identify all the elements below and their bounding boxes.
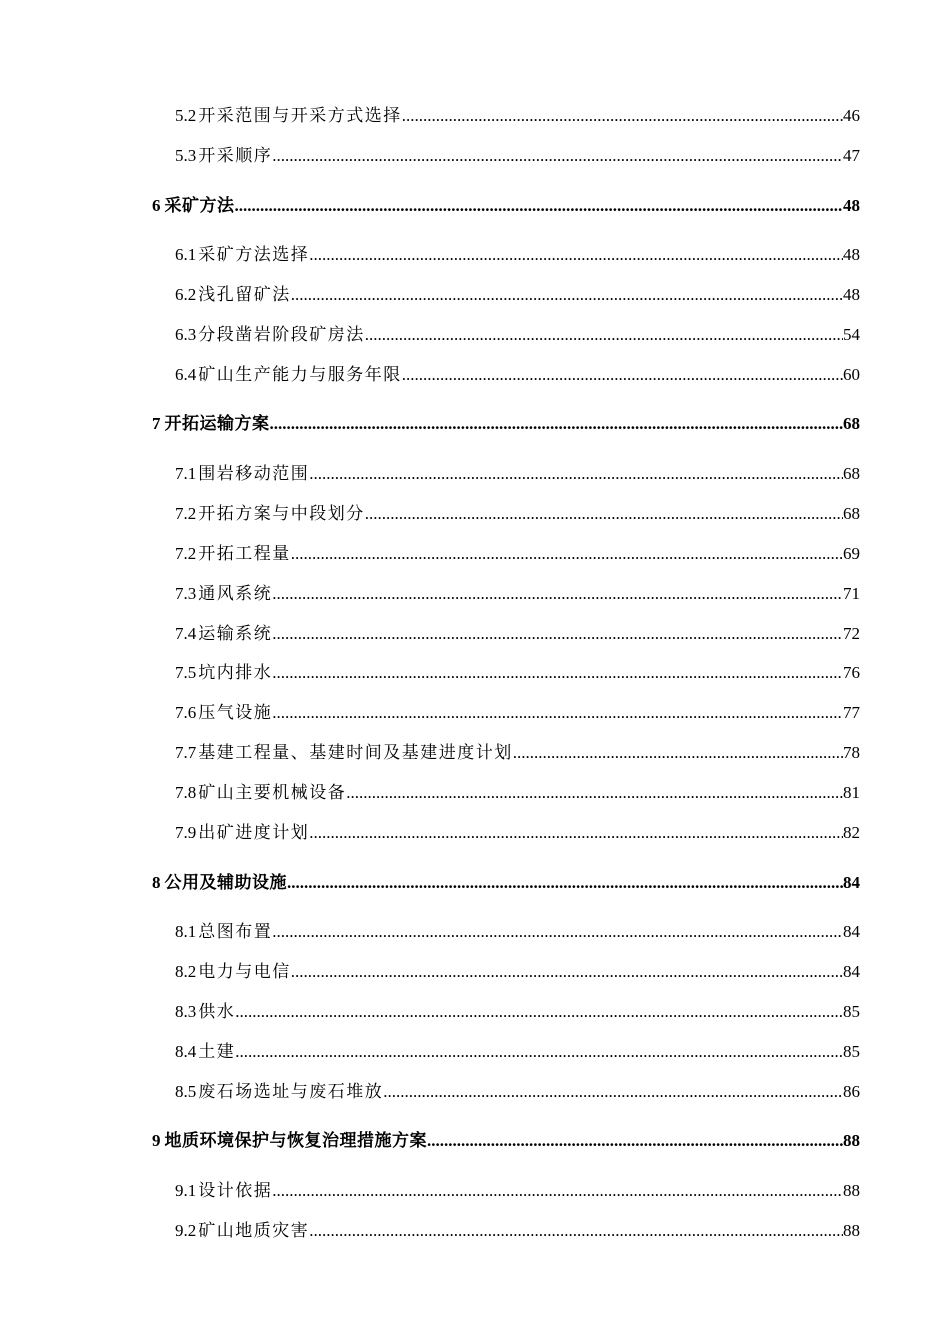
entry-number: 8.1 [175,922,197,941]
toc-entry-7-6[interactable] [175,702,860,724]
entry-number: 7.3 [175,584,197,603]
entry-page-number: 48 [843,245,860,264]
entry-number: 9.2 [175,1221,197,1240]
entry-number: 5.3 [175,146,197,165]
entry-title: 开采顺序 [198,146,273,166]
entry-page-number: 68 [843,464,860,483]
entry-number: 7.4 [175,624,197,643]
entry-title: 采矿方法选择 [198,245,310,265]
toc-entry-7-2[interactable] [175,503,860,525]
toc-entry-7-9[interactable] [175,822,860,844]
entry-number: 8.2 [175,962,197,981]
entry-title: 通风系统 [198,584,273,604]
toc-entry-9-2[interactable] [175,1220,860,1242]
entry-title: 矿山地质灾害 [198,1221,310,1241]
toc-entry-8-4[interactable] [175,1041,860,1063]
entry-page-number: 72 [843,624,860,643]
entry-number: 7.2 [175,504,197,523]
entry-title: 开拓工程量 [198,544,291,564]
dot-leader [272,1180,843,1202]
entry-number: 8.3 [175,1002,197,1021]
entry-title: 压气设施 [198,703,273,723]
toc-entry-5-2[interactable] [175,105,860,127]
dot-leader [513,742,843,764]
dot-leader [270,413,844,435]
toc-entry-8-3[interactable] [175,1001,860,1023]
toc-chapter-6[interactable] [152,195,860,217]
entry-page-number: 48 [843,285,860,304]
toc-chapter-7[interactable] [152,413,860,435]
dot-leader [291,961,843,983]
dot-leader [291,284,843,306]
toc-entry-5-3[interactable] [175,145,860,167]
dot-leader [291,543,843,565]
dot-leader [235,195,844,217]
entry-page-number: 47 [843,146,860,165]
entry-page-number: 46 [843,106,860,125]
toc-entry-7-4[interactable] [175,623,860,645]
entry-number: 7.6 [175,703,197,722]
entry-number: 6.2 [175,285,197,304]
entry-number: 8 [152,873,161,892]
toc-entry-8-1[interactable] [175,921,860,943]
toc-entry-6-4[interactable] [175,364,860,386]
dot-leader [309,1220,843,1242]
dot-leader [402,364,843,386]
entry-number: 7.8 [175,783,197,802]
dot-leader [309,463,843,485]
entry-page-number: 84 [843,922,860,941]
entry-number: 6.4 [175,365,197,384]
entry-title: 设计依据 [198,1181,273,1201]
toc-entry-7-7[interactable] [175,742,860,764]
entry-title: 供水 [198,1002,236,1022]
entry-page-number: 77 [843,703,860,722]
entry-page-number: 54 [843,325,860,344]
toc-entry-7-2b[interactable] [175,543,860,565]
entry-title: 分段凿岩阶段矿房法 [198,325,365,345]
entry-page-number: 85 [843,1002,860,1021]
dot-leader [272,145,843,167]
entry-title: 坑内排水 [198,663,273,683]
toc-entry-6-3[interactable] [175,324,860,346]
entry-number: 9 [152,1131,161,1150]
entry-page-number: 78 [843,743,860,762]
entry-title: 废石场选址与废石堆放 [198,1082,384,1102]
entry-title: 浅孔留矿法 [198,285,291,305]
toc-entry-7-1[interactable] [175,463,860,485]
toc-entry-6-2[interactable] [175,284,860,306]
dot-leader [346,782,843,804]
entry-title: 运输系统 [198,624,273,644]
entry-number: 6 [152,196,161,215]
toc-chapter-8[interactable] [152,872,860,894]
entry-page-number: 88 [843,1181,860,1200]
toc-entry-7-3[interactable] [175,583,860,605]
entry-page-number: 82 [843,823,860,842]
entry-page-number: 86 [843,1082,860,1101]
entry-page-number: 76 [843,663,860,682]
dot-leader [309,822,843,844]
entry-number: 5.2 [175,106,197,125]
dot-leader [309,244,843,266]
entry-number: 6.1 [175,245,197,264]
entry-title: 总图布置 [198,922,273,942]
entry-number: 7.2 [175,544,197,563]
entry-page-number: 60 [843,365,860,384]
dot-leader [272,662,843,684]
entry-number: 7 [152,414,161,433]
entry-title: 土建 [198,1042,236,1062]
entry-number: 7.1 [175,464,197,483]
entry-title: 采矿方法 [164,196,235,216]
entry-number: 7.5 [175,663,197,682]
dot-leader [427,1130,843,1152]
dot-leader [365,324,843,346]
toc-entry-9-1[interactable] [175,1180,860,1202]
dot-leader [272,623,843,645]
entry-page-number: 84 [843,873,860,892]
toc-entry-7-8[interactable] [175,782,860,804]
entry-page-number: 88 [843,1221,860,1240]
entry-page-number: 85 [843,1042,860,1061]
entry-title: 地质环境保护与恢复治理措施方案 [164,1131,427,1151]
entry-page-number: 71 [843,584,860,603]
entry-number: 9.1 [175,1181,197,1200]
entry-page-number: 84 [843,962,860,981]
entry-number: 7.9 [175,823,197,842]
entry-title: 矿山生产能力与服务年限 [198,365,402,385]
dot-leader [383,1081,843,1103]
dot-leader [365,503,843,525]
entry-title: 矿山主要机械设备 [198,783,347,803]
entry-page-number: 68 [843,504,860,523]
entry-page-number: 48 [843,196,860,215]
entry-page-number: 69 [843,544,860,563]
entry-title: 围岩移动范围 [198,464,310,484]
entry-title: 开拓方案与中段划分 [198,504,365,524]
dot-leader [272,921,843,943]
toc-chapter-9[interactable] [152,1130,860,1152]
entry-page-number: 88 [843,1131,860,1150]
entry-title: 基建工程量、基建时间及基建进度计划 [198,743,513,763]
dot-leader [235,1041,843,1063]
dot-leader [287,872,843,894]
entry-title: 出矿进度计划 [198,823,310,843]
entry-title: 开拓运输方案 [164,414,270,434]
entry-number: 8.4 [175,1042,197,1061]
entry-page-number: 81 [843,783,860,802]
entry-number: 8.5 [175,1082,197,1101]
entry-title: 开采范围与开采方式选择 [198,106,402,126]
entry-title: 公用及辅助设施 [164,873,287,893]
entry-number: 6.3 [175,325,197,344]
toc-entry-6-1[interactable] [175,244,860,266]
entry-page-number: 68 [843,414,860,433]
toc-entry-8-2[interactable] [175,961,860,983]
entry-number: 7.7 [175,743,197,762]
entry-title: 电力与电信 [198,962,291,982]
dot-leader [272,702,843,724]
dot-leader [272,583,843,605]
dot-leader [402,105,843,127]
toc-entry-8-5[interactable] [175,1081,860,1103]
toc-entry-7-5[interactable] [175,662,860,684]
dot-leader [235,1001,843,1023]
